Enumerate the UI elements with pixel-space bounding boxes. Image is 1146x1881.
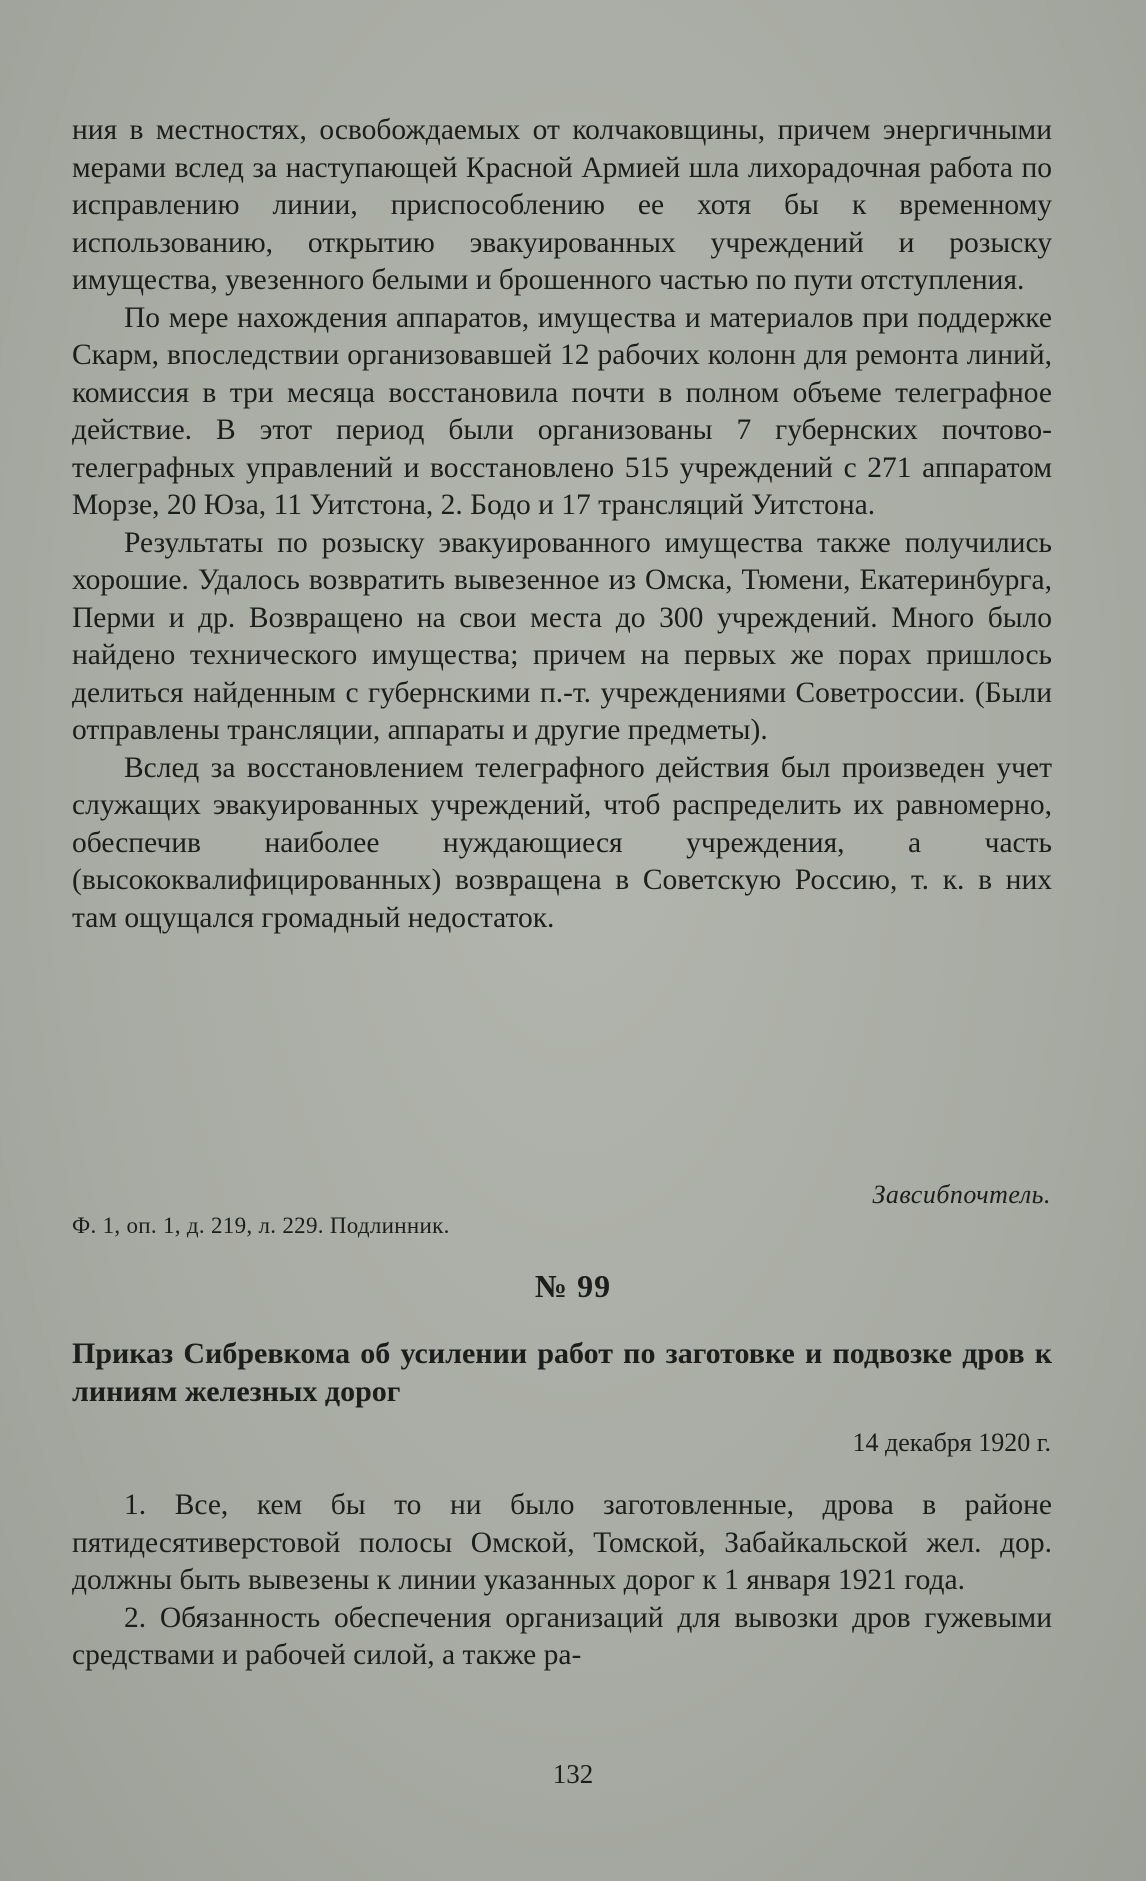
paragraph-2: По мере нахождения аппаратов, имущества и материалов при поддержке Скарм, впоследствии организовавшей 12 рабочих колонн для ремонта линий, комиссия в три месяца восстановила почти в полном объеме телеграфное действие. В этот период были организованы 7 губернских почтово-телеграфных управлений и восстановлено 515 учреждений с 271 аппаратом Морзе, 20 Юза, 11 Уитстона, 2. Бодо и 17 трансляций Уитстона. [72,301,1052,521]
paragraph-4: Вслед за восстановлением телеграфного действия был произведен учет служащих эвакуированных учреждений, чтоб распределить их равномерно, обеспечив наиболее нуждающиеся учреждения, а часть (высококвалифицированных) возвращена в Советскую Россию, т. к. в них там ощущался громадный недостаток. [72,751,1052,934]
paragraph-3: Результаты по розыску эвакуированного имущества также получились хорошие. Удалось возвратить вывезенное из Омска, Тюмени, Екатеринбурга, Перми и др. Возвращено на свои места до 300 учреждений. Много было найдено технического имущества; причем на первых же порах пришлось делиться найденным с губернскими п.-т. учреждениями Советроссии. (Были отправлены трансляции, аппараты и другие предметы). [72,526,1052,746]
archive-source: Ф. 1, оп. 1, д. 219, л. 229. Подлинник. [72,1213,450,1238]
document-date: 14 декабря 1920 г. [852,1428,1051,1457]
order-item-1: 1. Все, кем бы то ни было заготовленные, дрова в районе пятидесятиверстовой полосы Омской, Томской, Забайкальской жел. дор. должны быть вывезены к линии указанных дорог к 1 января 1921 года. [72,1489,1052,1596]
document-title: Приказ Сибревкома об усилении работ по заготовке и подвозке дров к линиям железных дорог [72,1337,1052,1408]
page-number: 132 [552,1759,594,1789]
document-number: № 99 [534,1268,612,1304]
paragraph-1: ния в местностях, освобождаемых от колчаковщины, причем энергичными мерами вслед за наступающей Красной Армией шла лихорадочная работа по исправлению линии, приспособлению ее хотя бы к временному использованию, открытию эвакуированных учреждений и розыску имущества, увезенного белыми и брошенного частью по пути отступления. [72,114,1052,296]
order-text [72,1487,1052,1675]
report-text [72,112,1052,937]
order-item-2: 2. Обязанность обеспечения организаций для вывозки дров гужевыми средствами и рабочей силой, а также ра- [72,1601,1052,1671]
signature: Завсибпочтель. [872,1180,1051,1209]
